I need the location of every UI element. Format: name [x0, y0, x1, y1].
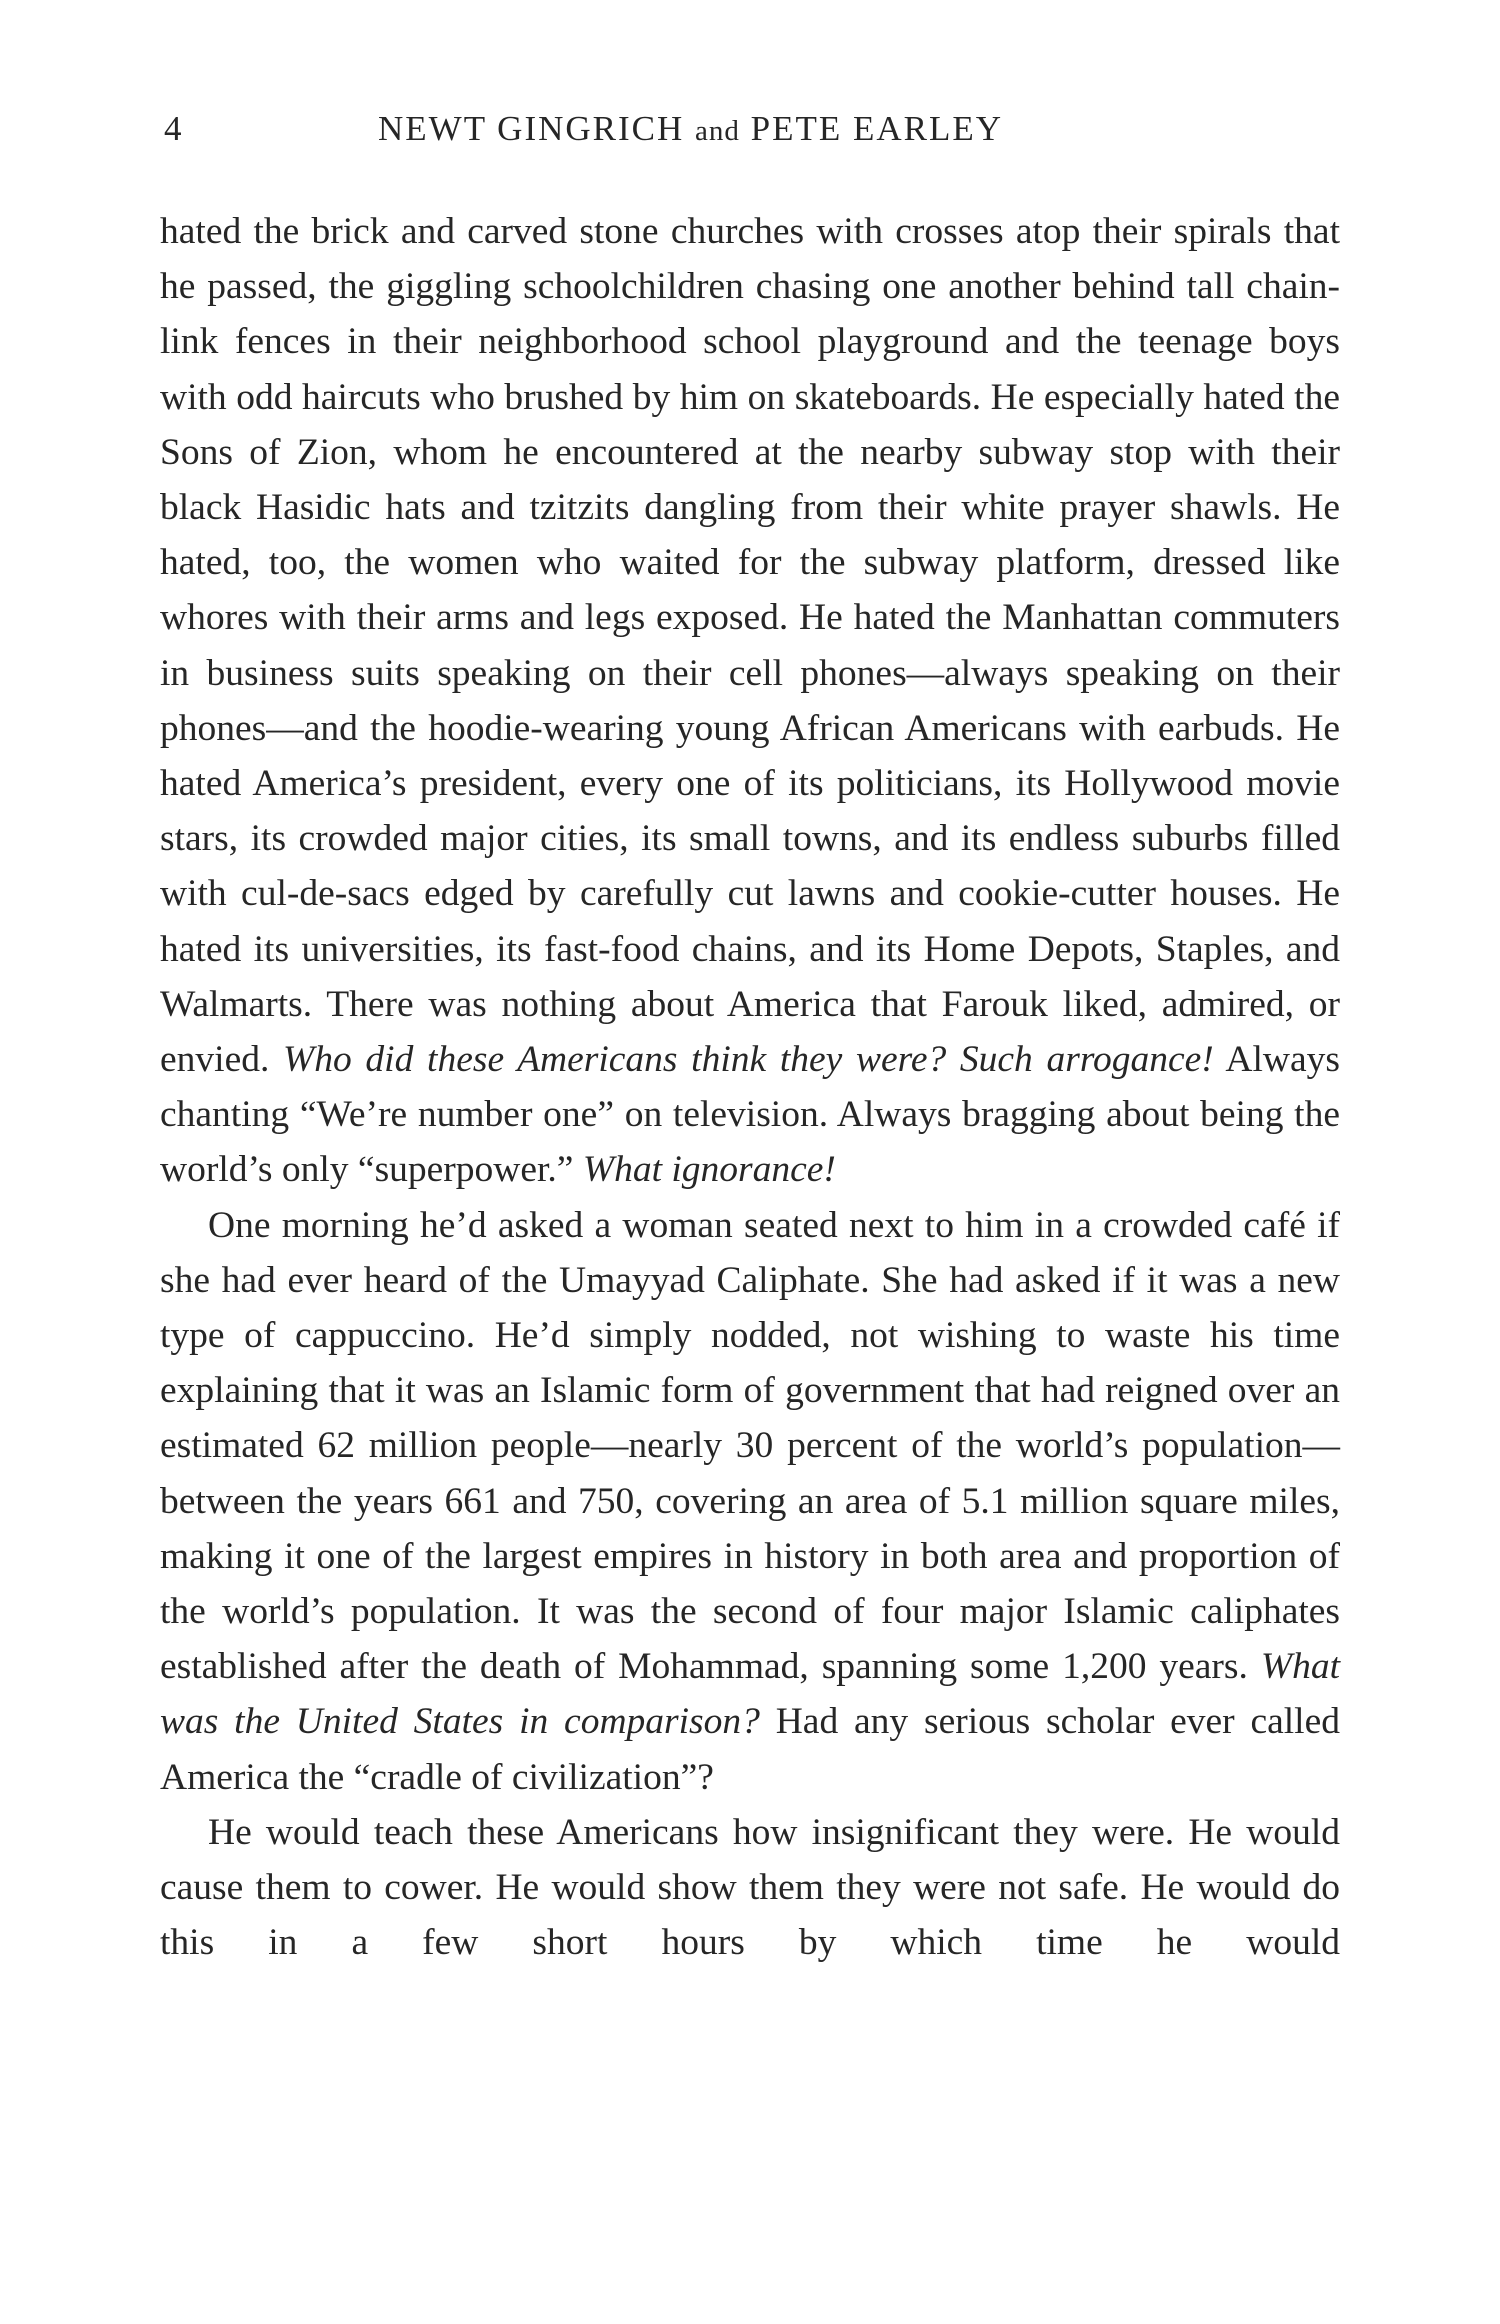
italic-text-run: What was the United States in comparison? — [160, 1646, 1340, 1743]
text-run: hated the brick and carved stone churches with crosses atop their spirals that he passed, the giggling schoolchildren chasing one another behind tall chain-link fences in their neighborhood school playground and the teenage boys with odd haircuts who brushed by him on skateboards. He especially hated the Sons of Zion, whom he encountered at the nearby subway stop with their black Hasidic hats and tzitzits dangling from their white prayer shawls. He hated, too, the women who waited for the subway platform, dressed like whores with their arms and legs exposed. He hated the Manhattan commuters in business suits speaking on their cell phones—always speaking on their phones—and the hoodie-wearing young African Americans with earbuds. He hated America’s president, every one of its politicians, its Hollywood movie stars, its crowded major cities, its small towns, and its endless suburbs filled with cul-de-sacs edged by carefully cut lawns and cookie-cutter houses. He hated its universities, its fast-food chains, and its Home Depots, Staples, and Walmarts. There was nothing about America that Farouk liked, admired, or envied. — [160, 211, 1340, 1081]
running-title — [378, 104, 1003, 156]
paragraph-1 — [160, 204, 1340, 1198]
page-number: 4 — [164, 109, 184, 148]
running-head — [160, 104, 1340, 154]
body-text — [160, 204, 1340, 1971]
author-name-1: NEWT GINGRICH — [378, 109, 685, 148]
text-run: He would teach these Americans how insignificant they were. He would cause them to cower. He would show them they were not safe. He would do this in a few short hours by which time he would — [160, 1811, 1340, 1964]
text-run: One morning he’d asked a woman seated next to him in a crowded café if she had ever heard of the Umayyad Caliphate. She had asked if it was a new type of cappuccino. He’d simply nodded, not wishing to waste his time explaining that it was an Islamic form of government that had reigned over an estimated 62 million people—nearly 30 percent of the world’s population—between the years 661 and 750, covering an area of 5.1 million square miles, making it one of the largest empires in history in both area and proportion of the world’s population. It was the second of four major Islamic caliphates established after the death of Mohammad, spanning some 1,200 years. — [160, 1204, 1340, 1688]
author-name-2: PETE EARLEY — [750, 109, 1004, 148]
author-conjunction: and — [695, 115, 740, 147]
paragraph-3 — [160, 1805, 1340, 1971]
italic-text-run: What ignorance! — [582, 1149, 836, 1191]
italic-text-run: Who did these Americans think they were? Such arrogance! — [283, 1039, 1214, 1081]
text-run: Always chanting “We’re number one” on television. Always bragging about being the world’s only “superpower.” — [160, 1039, 1340, 1191]
text-run: Had any serious scholar ever called America the “cradle of civilization”? — [160, 1701, 1340, 1798]
paragraph-2 — [160, 1198, 1340, 1805]
